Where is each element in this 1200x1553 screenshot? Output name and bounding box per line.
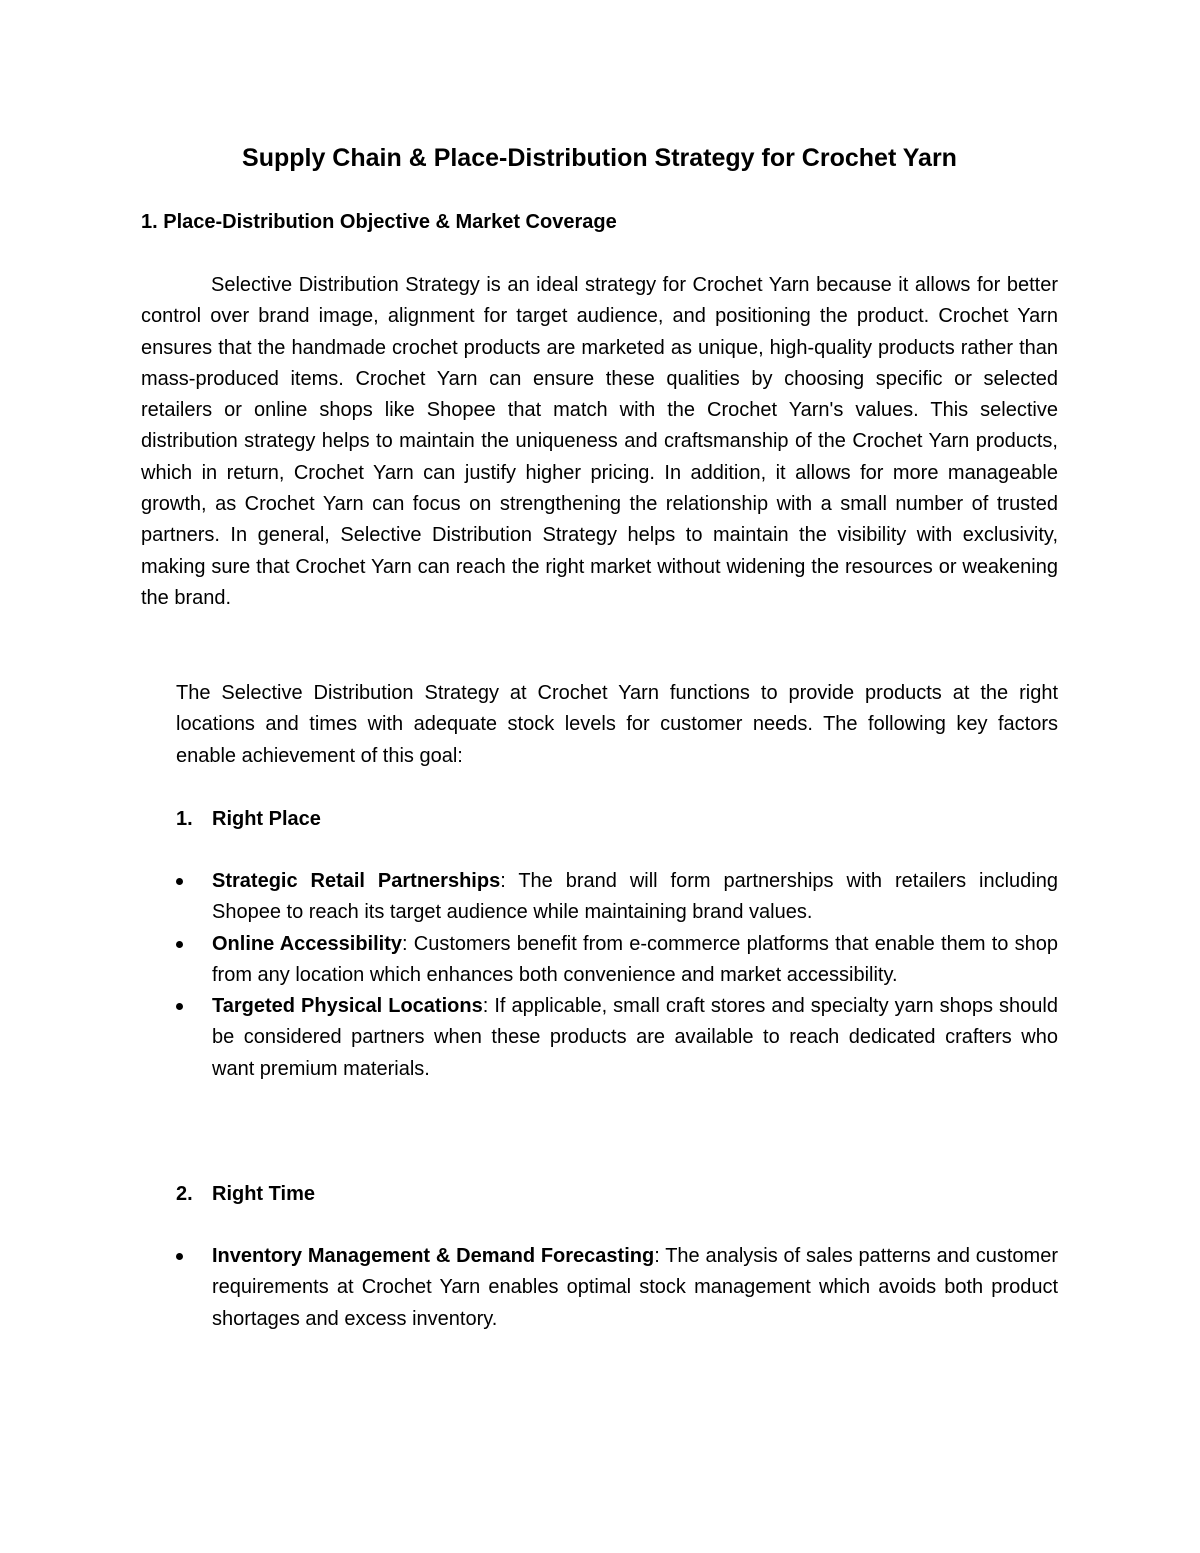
bullet-list-right-place (176, 866, 1058, 1085)
bullet-item (176, 866, 1058, 929)
bullet-text: : If applicable, small craft stores and specialty yarn shops should be considered partners when these products are available to reach dedicated crafters who want premium materials. (212, 995, 1058, 1080)
bullet-dot-icon (176, 878, 183, 885)
paragraph-key-factors-intro: The Selective Distribution Strategy at Crochet Yarn functions to provide products at the right locations and times with adequate stock levels for customer needs. The following key factors enable achievement of this goal: (176, 682, 1058, 767)
section-heading: 1. Place-Distribution Objective & Market Coverage (141, 211, 617, 233)
factor-heading-label: Right Time (212, 1183, 315, 1205)
bullet-term: Targeted Physical Locations (212, 995, 483, 1018)
bullet-text: : The analysis of sales patterns and customer requirements at Crochet Yarn enables optimal stock management which avoids both product shortages and excess inventory. (212, 1245, 1059, 1330)
factor-number: 1. (176, 808, 193, 830)
factor-number: 2. (176, 1183, 193, 1205)
bullet-item (176, 929, 1058, 992)
bullet-list-right-time (176, 1241, 1058, 1335)
bullet-item (176, 1241, 1058, 1335)
bullet-dot-icon (176, 941, 183, 948)
document-page (141, 0, 1058, 1553)
bullet-text: : The brand will form partnerships with retailers including Shopee to reach its target audience while maintaining brand values. (212, 870, 1058, 924)
factor-heading-label: Right Place (212, 808, 321, 830)
bullet-text: : Customers benefit from e-commerce platforms that enable them to shop from any location which enhances both convenience and market accessibility. (212, 932, 1059, 986)
bullet-dot-icon (176, 1253, 183, 1260)
bullet-term: Strategic Retail Partnerships (212, 870, 501, 892)
bullet-dot-icon (176, 1003, 183, 1010)
paragraph-selective-distribution: Selective Distribution Strategy is an ideal strategy for Crochet Yarn because it allows for better control over brand image, alignment for target audience, and positioning the product. Crochet Yarn ensures that the handmade crochet products are marketed as unique, high-quality products rather than mass-produced items. Crochet Yarn can ensure these qualities by choosing specific or selected retailers or online shops like Shopee that match with the Crochet Yarn's values. This selective distribution strategy helps to maintain the uniqueness and craftsmanship of the Crochet Yarn products, which in return, Crochet Yarn can justify higher pricing. In addition, it allows for more manageable growth, as Crochet Yarn can focus on strengthening the relationship with a small number of trusted partners. In general, Selective Distribution Strategy helps to maintain the visibility with exclusivity, making sure that Crochet Yarn can reach the right market without widening the resources or weakening the brand. (141, 274, 1058, 609)
bullet-term: Inventory Management & Demand Forecasting (212, 1245, 655, 1267)
factor-heading-right-place (176, 805, 321, 833)
document-title: Supply Chain & Place-Distribution Strategy for Crochet Yarn (242, 144, 957, 172)
bullet-term: Online Accessibility (212, 932, 403, 955)
factor-heading-right-time (176, 1180, 315, 1208)
bullet-item (176, 991, 1058, 1085)
